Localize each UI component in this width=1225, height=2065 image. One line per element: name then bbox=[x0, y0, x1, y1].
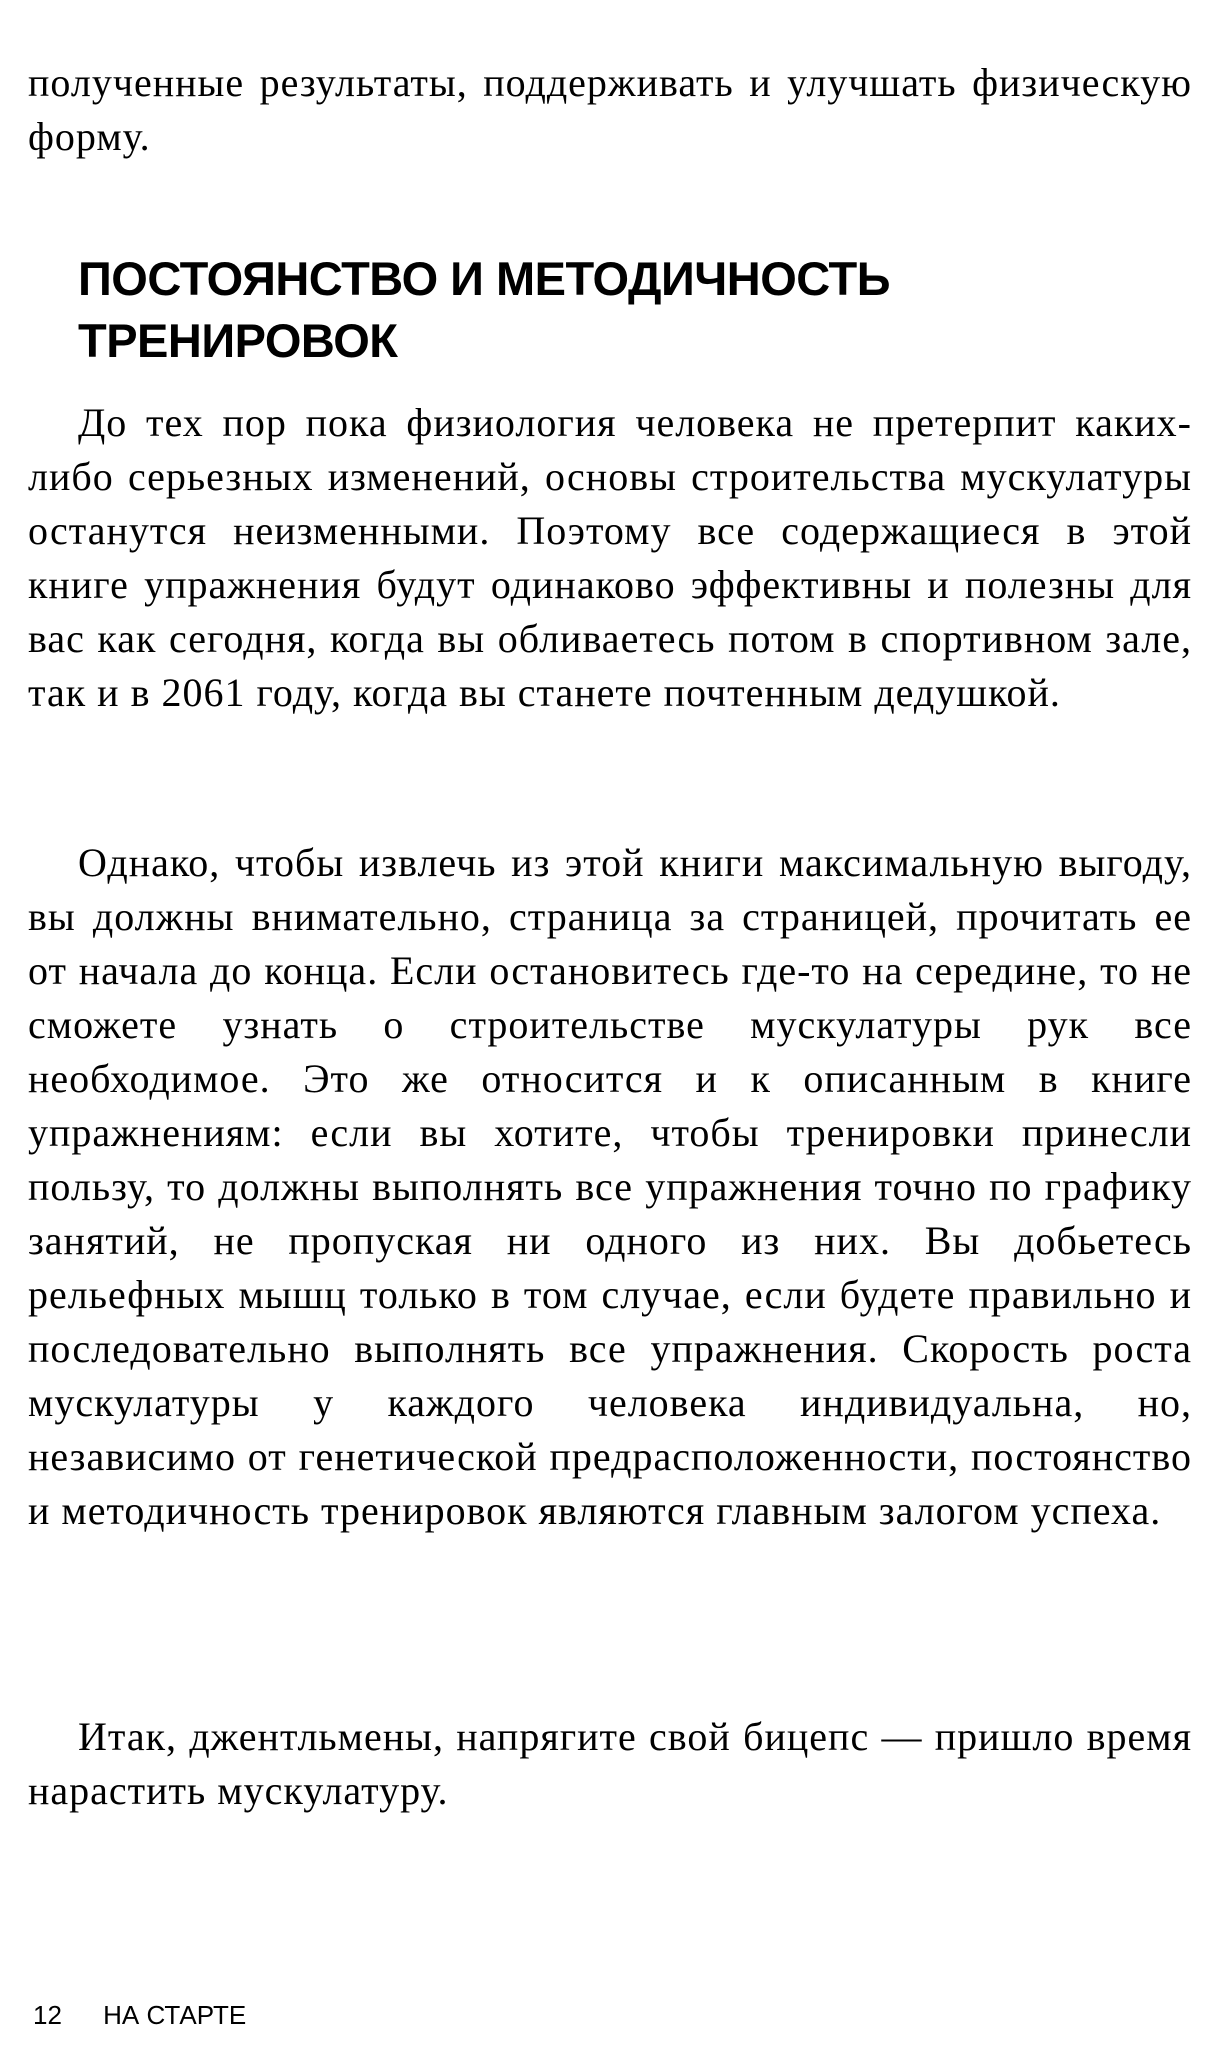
page-footer bbox=[33, 2000, 246, 2030]
page-number: 12 bbox=[33, 2000, 62, 2030]
paragraph-1: До тех пор пока физиология человека не претерпит каких-либо серьезных изменений, основы строительства мускулатуры останутся неизменными. Поэтому все содержащиеся в этой книге упражнения будут одинаково эффективны и полезны для вас как сегодня, когда вы обливаетесь потом в спортивном зале, так и в 2061 году, когда вы станете почтенным дедушкой. bbox=[28, 400, 1192, 715]
intro-paragraph: полученные результаты, поддерживать и улучшать физическую форму. bbox=[28, 60, 1192, 159]
paragraph-2: Однако, чтобы извлечь из этой книги максимальную выгоду, вы должны внимательно, страница за страницей, прочитать ее от начала до конца. Если остановитесь где-то на середине, то не сможете узнать о строительстве мускулатуры рук все необходимое. Это же относится и к описанным в книге упражнениям: если вы хотите, чтобы тренировки принесли пользу, то должны выполнять все упражнения точно по графику занятий, не пропуская ни одного из них. Вы добьетесь рельефных мышц только в том случае, если будете правильно и последовательно выполнять все упражнения. Скорость роста мускулатуры у каждого человека индивидуальна, но, независимо от генетической предрасположенности, постоянство и методичность тренировок являются главным залогом успеха. bbox=[28, 840, 1192, 1533]
section-heading: ПОСТОЯНСТВО И МЕТОДИЧНОСТЬ ТРЕНИРОВОК bbox=[78, 252, 891, 367]
chapter-title: НА СТАРТЕ bbox=[103, 2000, 247, 2030]
paragraph-3: Итак, джентльмены, напрягите свой бицепс — пришло время нарастить мускулатуру. bbox=[28, 1714, 1192, 1813]
